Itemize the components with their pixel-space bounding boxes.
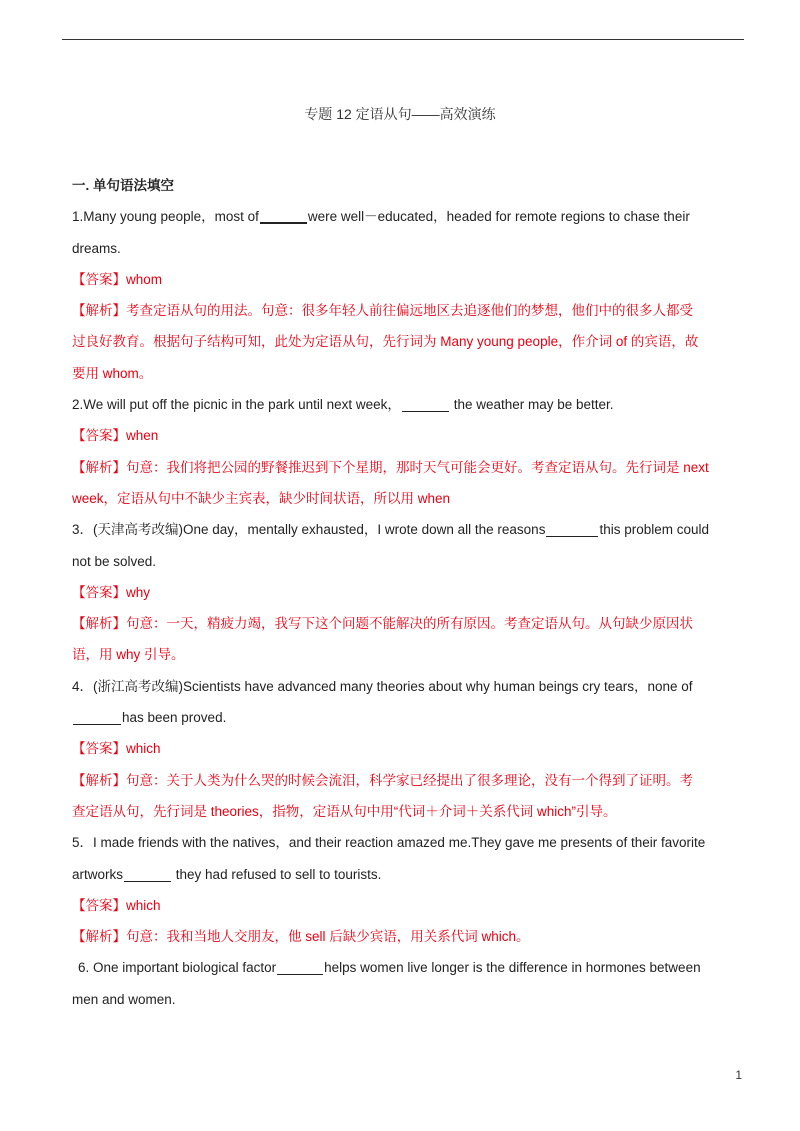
question-3-analysis-line-1: 【解析】句意：一天，精疲力竭，我写下这个问题不能解决的所有原因。考查定语从句。从句缺少原因状: [72, 616, 693, 632]
question-6-line-2: men and women.: [72, 991, 176, 1007]
question-1-blank: [260, 208, 307, 224]
question-3-line-2: not be solved.: [72, 553, 157, 569]
question-3-analysis-line-2: 语，用 why 引导。: [72, 647, 185, 663]
question-1-line-1: [72, 201, 732, 232]
document-body: [72, 170, 732, 1015]
question-5-text-post: they had refused to sell to tourists.: [175, 866, 382, 882]
section-heading: 一. 单句语法填空: [72, 178, 175, 193]
question-5-analysis-line-1: 【解析】句意：我和当地人交朋友，他 sell 后缺少宾语，用关系代词 which。: [72, 929, 530, 945]
question-4-analysis-line-2: 查定语从句，先行词是 theories，指物，定语从句中用“代词＋介词＋关系代词 which”引导。: [72, 803, 617, 819]
question-1-text-post: were well－educated，headed for remote regions to chase their: [307, 209, 690, 225]
question-1-analysis-line-1: 【解析】考查定语从句的用法。句意：很多年轻人前往偏远地区去追逐他们的梦想，他们中的很多人都受: [72, 303, 693, 319]
question-4-analysis-line-1: 【解析】句意：关于人类为什么哭的时候会流泪，科学家已经提出了很多理论，没有一个得到了证明。考: [72, 772, 693, 788]
question-5-blank: [124, 867, 171, 882]
question-5-answer: 【答案】which: [72, 897, 161, 913]
question-4-answer: 【答案】which: [72, 741, 161, 757]
page-number: 1: [735, 1068, 742, 1082]
question-2-analysis-line-2: week，定语从句中不缺少主宾表，缺少时间状语，所以用 when: [72, 490, 451, 506]
question-2-blank: [402, 397, 449, 412]
question-5-text-pre: artworks: [72, 866, 124, 882]
question-4-line-2: [72, 702, 732, 733]
page-title: 专题 12 定语从句——高效演练: [304, 106, 496, 122]
question-4-blank: [73, 710, 121, 725]
question-4-line-1: 4．(浙江高考改编)Scientists have advanced many theories about why human beings cry tears，none of: [72, 678, 693, 694]
question-5-line-1: 5．I made friends with the natives，and their reaction amazed me.They gave me presents of their favorite: [72, 835, 706, 851]
question-2-analysis-line-1: 【解析】句意：我们将把公园的野餐推迟到下个星期，那时天气可能会更好。考查定语从句。先行词是 next: [72, 459, 709, 475]
question-6-text-pre: 6. One important biological factor: [78, 960, 277, 976]
question-6-text-post: helps women live longer is the difference in hormones between: [324, 960, 701, 976]
question-1-analysis-line-2: 过良好教育。根据句子结构可知，此处为定语从句，先行词为 Many young people，作介词 of 的宾语，故: [72, 334, 699, 350]
question-1-analysis-line-3: 要用 whom。: [72, 365, 153, 381]
question-3-answer: 【答案】why: [72, 584, 151, 600]
question-4-text-post: has been proved.: [122, 710, 227, 726]
question-3-text-pre: 3．(天津高考改编)One day，mentally exhausted，I wrote down all the reasons: [72, 522, 546, 538]
question-6-line-1: [72, 952, 732, 983]
question-2-text-pre: 2.We will put off the picnic in the park until next week，: [72, 397, 401, 413]
question-3-blank: [546, 522, 598, 537]
question-3-text-post: this problem could: [599, 522, 710, 538]
question-2-answer: 【答案】when: [72, 428, 159, 444]
question-6-blank: [277, 960, 323, 975]
question-1-answer: 【答案】whom: [72, 271, 163, 287]
question-3-line-1: [72, 514, 732, 545]
question-2-text-post: the weather may be better.: [453, 397, 614, 413]
header-rule: [62, 39, 744, 40]
question-1-line-2: dreams.: [72, 240, 121, 256]
question-1-text-pre: 1.Many young people，most of: [72, 209, 259, 225]
question-5-line-2: [72, 859, 732, 890]
question-2-line-1: [72, 389, 732, 420]
